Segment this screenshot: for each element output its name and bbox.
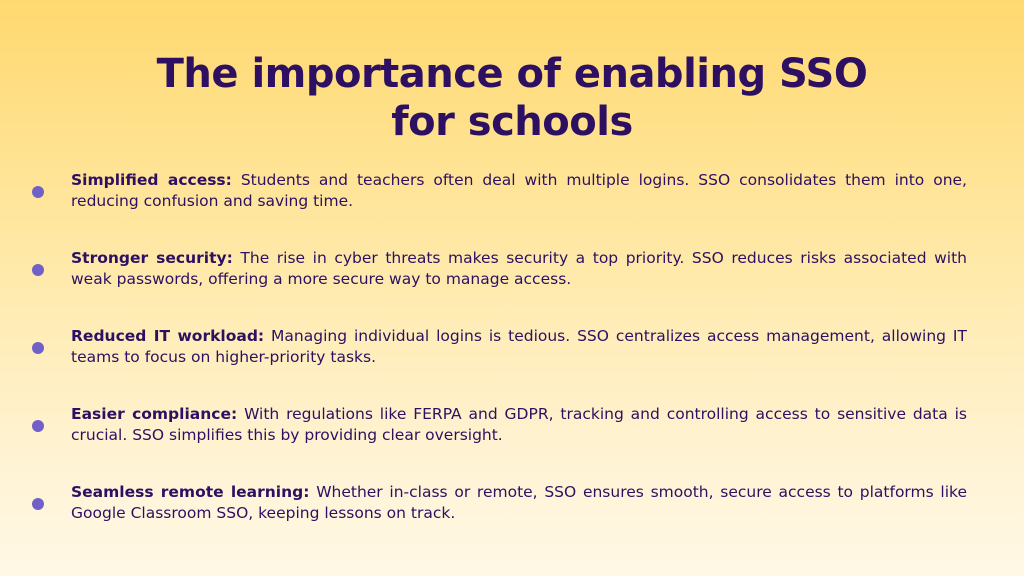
- benefit-item-reduced-it-workload: [30, 326, 970, 404]
- benefit-body: The rise in cyber threats makes security a top priority. SSO reduces risks associated with weak passwords, offering a more secure way to manage access.: [71, 249, 968, 288]
- slide-title-line-1: The importance of enabling SSO: [156, 51, 868, 97]
- bullet-dot-icon: [32, 264, 44, 276]
- benefit-heading: Stronger security:: [71, 249, 233, 267]
- benefit-heading: Simplified access:: [71, 171, 232, 189]
- bullet-dot-icon: [32, 342, 44, 354]
- benefit-heading: Seamless remote learning:: [71, 483, 310, 501]
- benefit-item-simplified-access: [30, 170, 970, 248]
- benefit-text: [71, 482, 967, 524]
- bullet-dot-icon: [32, 420, 44, 432]
- benefit-text: [71, 248, 967, 290]
- benefit-body: Whether in-class or remote, SSO ensures smooth, secure access to platforms like Google Classroom SSO, keeping lessons on track.: [71, 483, 968, 522]
- benefit-text: [71, 170, 967, 212]
- slide-title-line-2: for schools: [391, 99, 633, 145]
- benefit-heading: Reduced IT workload:: [71, 327, 265, 345]
- benefit-body: With regulations like FERPA and GDPR, tracking and controlling access to sensitive data is crucial. SSO simplifies this by providing clear oversight.: [71, 405, 968, 444]
- bullet-dot-icon: [32, 498, 44, 510]
- benefit-body: Students and teachers often deal with multiple logins. SSO consolidates them into one, reducing confusion and saving time.: [71, 171, 967, 210]
- benefit-item-seamless-remote-learning: [30, 482, 970, 560]
- benefits-list: [30, 170, 970, 560]
- benefit-text: [71, 326, 967, 368]
- benefit-text: [71, 404, 967, 446]
- bullet-dot-icon: [32, 186, 44, 198]
- benefit-body: Managing individual logins is tedious. SSO centralizes access management, allowing IT teams to focus on higher-priority tasks.: [71, 327, 967, 366]
- slide-title: [0, 50, 1024, 146]
- benefit-item-stronger-security: [30, 248, 970, 326]
- benefit-item-easier-compliance: [30, 404, 970, 482]
- benefit-heading: Easier compliance:: [71, 405, 238, 423]
